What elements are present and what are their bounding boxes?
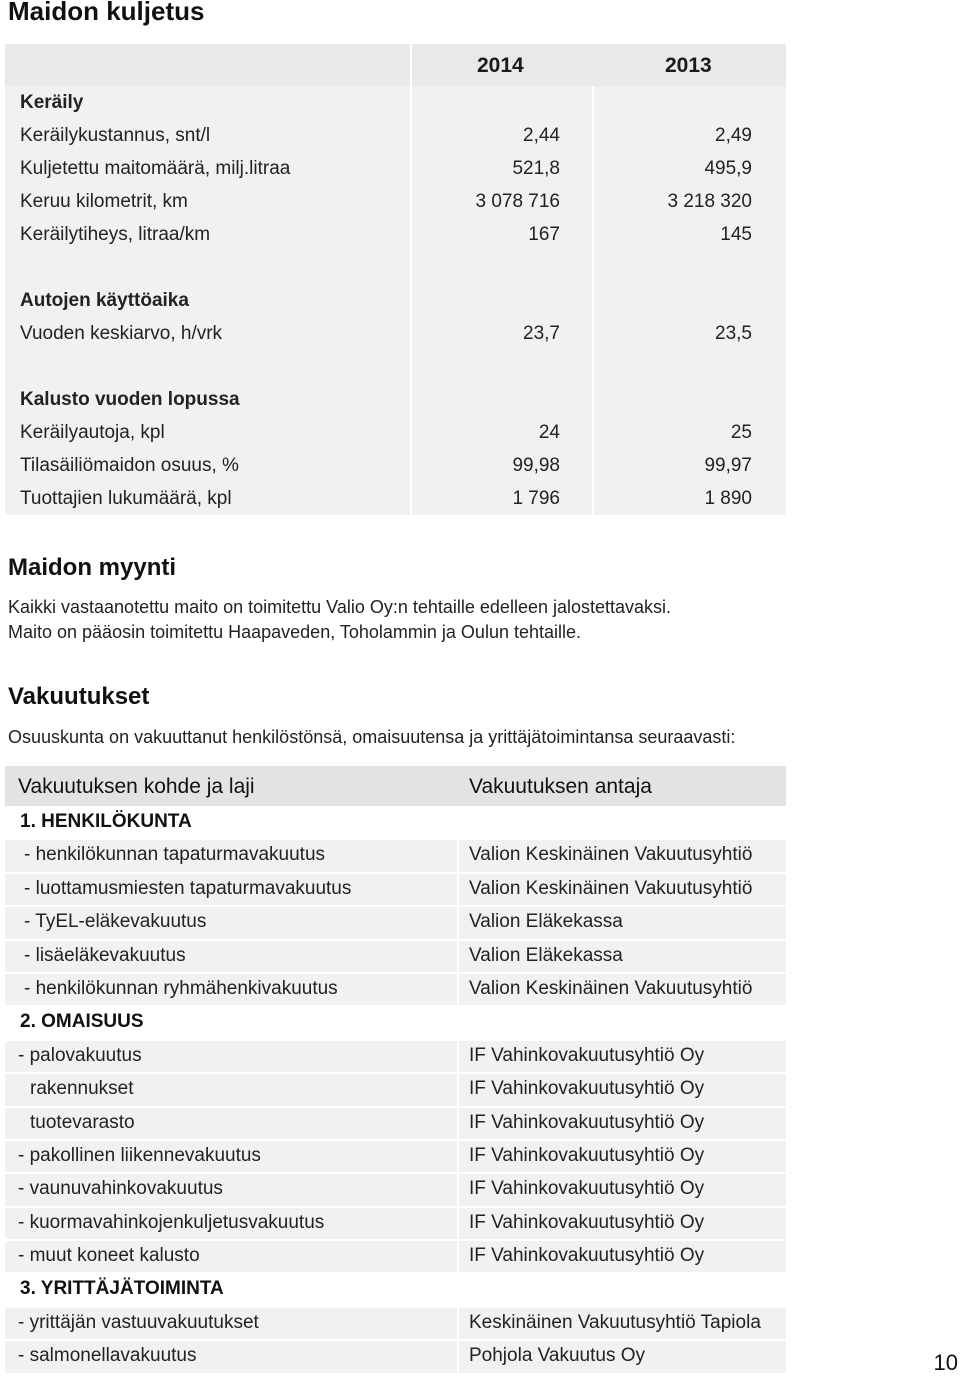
sales-line-1: Kaikki vastaanotettu maito on toimitettu Valio Oy:n tehtaille edelleen jalostettavaksi.	[8, 597, 672, 617]
table-row	[5, 284, 786, 317]
insurance-row	[5, 906, 786, 939]
insurance-provider: Valion Keskinäinen Vakuutusyhtiö	[469, 877, 753, 899]
table-row	[5, 251, 786, 284]
insurance-kind: - TyEL-eläkevakuutus	[24, 911, 207, 933]
insurance-row	[5, 1340, 786, 1373]
insurance-kind: - palovakuutus	[18, 1044, 142, 1066]
table-row	[5, 317, 786, 350]
table-header-row	[5, 44, 786, 86]
row-label: Kalusto vuoden lopussa	[20, 389, 240, 410]
value-2014: 2,44	[523, 125, 560, 146]
table-row	[5, 218, 786, 251]
insurance-intro: Osuuskunta on vakuuttanut henkilöstönsä, omaisuutensa ja yrittäjätoimintansa seuraavasti:	[8, 727, 736, 747]
value-2014: 1 796	[512, 488, 560, 509]
value-2013: 25	[730, 422, 752, 443]
insurance-provider: IF Vahinkovakuutusyhtiö Oy	[469, 1144, 705, 1166]
insurance-kind: - vaunuvahinkovakuutus	[18, 1178, 223, 1200]
insurance-table-header	[5, 766, 786, 806]
table-row	[5, 185, 786, 218]
insurance-kind: - lisäeläkevakuutus	[24, 944, 186, 966]
insurance-row	[5, 1207, 786, 1240]
col-header-provider: Vakuutuksen antaja	[469, 775, 652, 798]
row-label: Keräilykustannus, snt/l	[20, 125, 211, 146]
insurance-row	[5, 839, 786, 872]
insurance-kind: tuotevarasto	[30, 1111, 135, 1133]
row-label: Tilasäiliömaidon osuus, %	[20, 455, 239, 476]
year-header-2014: 2014	[477, 54, 524, 77]
value-2014: 3 078 716	[475, 191, 560, 212]
group-label: 3. YRITTÄJÄTOIMINTA	[20, 1278, 224, 1300]
row-label: Keräilyautoja, kpl	[20, 422, 165, 443]
table-row	[5, 152, 786, 185]
insurance-provider: Valion Eläkekassa	[469, 944, 623, 966]
insurance-row	[5, 1307, 786, 1340]
insurance-provider: Keskinäinen Vakuutusyhtiö Tapiola	[469, 1311, 761, 1333]
value-2014: 23,7	[523, 323, 560, 344]
row-label: Keruu kilometrit, km	[20, 191, 188, 212]
group-row	[5, 1273, 786, 1306]
insurance-kind: - luottamusmiesten tapaturmavakuutus	[24, 877, 352, 899]
insurance-kind: rakennukset	[30, 1078, 134, 1100]
table-row	[5, 383, 786, 416]
table-row	[5, 449, 786, 482]
row-label: Tuottajien lukumäärä, kpl	[20, 488, 232, 509]
insurance-provider: Valion Keskinäinen Vakuutusyhtiö	[469, 844, 753, 866]
insurance-kind: - henkilökunnan tapaturmavakuutus	[24, 844, 326, 866]
insurance-kind: - henkilökunnan ryhmähenkivakuutus	[24, 977, 338, 999]
table-row	[5, 482, 786, 515]
insurance-kind: - kuormavahinkojenkuljetusvakuutus	[18, 1211, 325, 1233]
insurance-row	[5, 973, 786, 1006]
insurance-provider: IF Vahinkovakuutusyhtiö Oy	[469, 1111, 705, 1133]
value-2013: 99,97	[704, 455, 752, 476]
insurance-row	[5, 1173, 786, 1206]
transport-table	[5, 44, 786, 515]
insurance-row	[5, 1040, 786, 1073]
insurance-row	[5, 1240, 786, 1273]
row-label: Autojen käyttöaika	[20, 290, 189, 311]
row-label: Keräilytiheys, litraa/km	[20, 224, 211, 245]
insurance-provider: IF Vahinkovakuutusyhtiö Oy	[469, 1044, 705, 1066]
value-2013: 3 218 320	[667, 191, 752, 212]
value-2014: 99,98	[512, 455, 560, 476]
value-2014: 521,8	[512, 158, 560, 179]
value-2014: 167	[528, 224, 560, 245]
table-row	[5, 350, 786, 383]
value-2013: 23,5	[715, 323, 752, 344]
insurance-kind: - pakollinen liikennevakuutus	[18, 1144, 261, 1166]
row-label: Kuljetettu maitomäärä, milj.litraa	[20, 158, 291, 179]
insurance-provider: IF Vahinkovakuutusyhtiö Oy	[469, 1078, 705, 1100]
value-2013: 2,49	[715, 125, 752, 146]
value-2013: 495,9	[704, 158, 752, 179]
value-2014: 24	[538, 422, 560, 443]
insurance-row	[5, 1140, 786, 1173]
table-row	[5, 416, 786, 449]
insurance-title: Vakuutukset	[8, 683, 150, 710]
insurance-row	[5, 1073, 786, 1106]
row-label: Vuoden keskiarvo, h/vrk	[20, 323, 223, 344]
insurance-row	[5, 1107, 786, 1140]
row-label: Keräily	[20, 92, 84, 113]
insurance-kind: - yrittäjän vastuuvakuutukset	[18, 1311, 259, 1333]
group-row	[5, 806, 786, 839]
group-row	[5, 1006, 786, 1039]
year-header-2013: 2013	[665, 54, 712, 77]
table-row	[5, 86, 786, 119]
value-2013: 145	[720, 224, 752, 245]
insurance-provider: IF Vahinkovakuutusyhtiö Oy	[469, 1245, 705, 1267]
value-2013: 1 890	[704, 488, 752, 509]
insurance-row	[5, 940, 786, 973]
group-label: 1. HENKILÖKUNTA	[20, 811, 192, 832]
sales-line-2: Maito on pääosin toimitettu Haapaveden, Toholammin ja Oulun tehtaille.	[8, 622, 582, 642]
sales-title: Maidon myynti	[8, 554, 177, 581]
insurance-provider: Valion Eläkekassa	[469, 911, 623, 933]
insurance-provider: Valion Keskinäinen Vakuutusyhtiö	[469, 977, 753, 999]
page-number: 10	[933, 1350, 958, 1375]
table-row	[5, 119, 786, 152]
insurance-kind: - muut koneet kalusto	[18, 1245, 200, 1267]
page-title: Maidon kuljetus	[8, 0, 205, 26]
insurance-kind: - salmonellavakuutus	[18, 1345, 197, 1367]
insurance-provider: Pohjola Vakuutus Oy	[469, 1345, 646, 1367]
col-header-kind: Vakuutuksen kohde ja laji	[18, 775, 255, 798]
insurance-table	[5, 766, 786, 1374]
insurance-provider: IF Vahinkovakuutusyhtiö Oy	[469, 1211, 705, 1233]
insurance-provider: IF Vahinkovakuutusyhtiö Oy	[469, 1178, 705, 1200]
group-label: 2. OMAISUUS	[20, 1011, 144, 1033]
insurance-row	[5, 873, 786, 906]
